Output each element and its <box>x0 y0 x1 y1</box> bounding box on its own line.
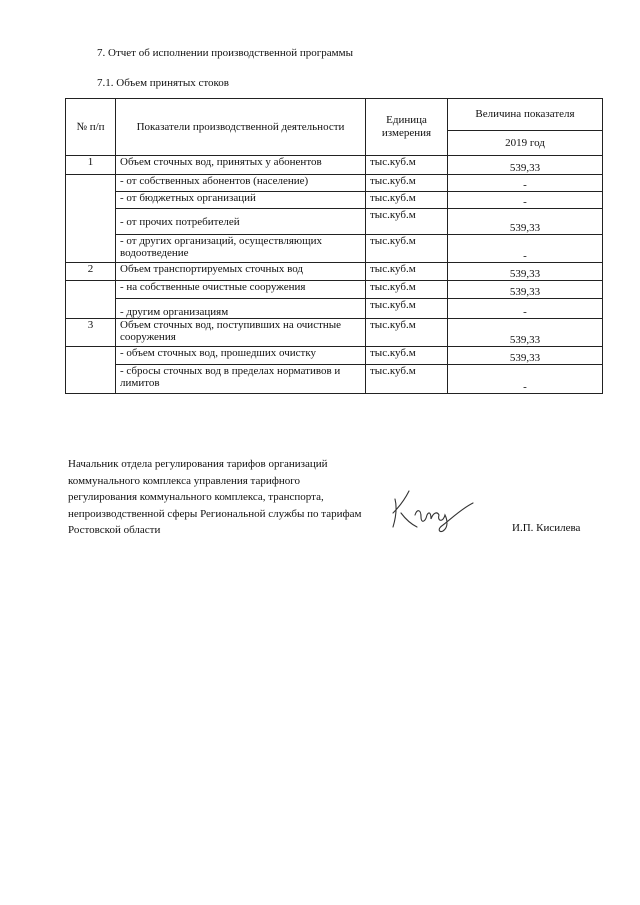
section-heading: 7. Отчет об исполнении производственной программы <box>97 47 353 59</box>
cell-unit: тыс.куб.м <box>366 209 448 235</box>
table-row <box>66 319 603 347</box>
cell-value: 539,33 <box>448 281 603 299</box>
table-row <box>66 299 603 319</box>
cell-unit: тыс.куб.м <box>366 235 448 263</box>
signer-name: И.П. Кисилева <box>512 522 581 534</box>
cell-num <box>66 281 116 319</box>
table-row <box>66 347 603 365</box>
cell-unit: тыс.куб.м <box>366 347 448 365</box>
table-row <box>66 281 603 299</box>
cell-unit: тыс.куб.м <box>366 281 448 299</box>
cell-indicator: - от прочих потребителей <box>116 209 366 235</box>
cell-value: - <box>448 192 603 209</box>
cell-value: 539,33 <box>448 263 603 281</box>
table-row <box>66 156 603 175</box>
table-row <box>66 192 603 209</box>
cell-indicator: - объем сточных вод, прошедших очистку <box>116 347 366 365</box>
table-row <box>66 365 603 394</box>
table-row <box>66 209 603 235</box>
cell-unit: тыс.куб.м <box>366 263 448 281</box>
header-indicator: Показатели производственной деятельности <box>116 99 366 156</box>
signatory-position: Начальник отдела регулирования тарифов организаций коммунального комплекса управления тарифного регулирования коммунального комплекса, транспорта, непроизводственной сферы Региональной службы по тарифам Ростовской области <box>68 458 362 536</box>
cell-value: - <box>448 299 603 319</box>
table-row <box>66 235 603 263</box>
cell-unit: тыс.куб.м <box>366 192 448 209</box>
cell-value: - <box>448 235 603 263</box>
table-row <box>66 175 603 192</box>
cell-indicator: Объем транспортируемых сточных вод <box>116 263 366 281</box>
cell-indicator: - на собственные очистные сооружения <box>116 281 366 299</box>
handwritten-signature <box>387 485 477 535</box>
cell-unit: тыс.куб.м <box>366 175 448 192</box>
cell-unit: тыс.куб.м <box>366 156 448 175</box>
cell-num: 3 <box>66 319 116 347</box>
header-unit: Единица измерения <box>366 99 448 156</box>
cell-value: - <box>448 175 603 192</box>
cell-unit: тыс.куб.м <box>366 319 448 347</box>
cell-value: 539,33 <box>448 209 603 235</box>
cell-num: 2 <box>66 263 116 281</box>
cell-indicator: Объем сточных вод, принятых у абонентов <box>116 156 366 175</box>
cell-num <box>66 175 116 263</box>
cell-unit: тыс.куб.м <box>366 299 448 319</box>
cell-unit: тыс.куб.м <box>366 365 448 394</box>
table-row <box>66 263 603 281</box>
header-value-group: Величина показателя <box>448 99 603 131</box>
cell-value: 539,33 <box>448 156 603 175</box>
subsection-heading: 7.1. Объем принятых стоков <box>97 77 229 89</box>
cell-num: 1 <box>66 156 116 175</box>
header-num: № п/п <box>66 99 116 156</box>
cell-indicator: - от других организаций, осуществляющих водоотведение <box>116 235 366 263</box>
cell-indicator: - от собственных абонентов (население) <box>116 175 366 192</box>
wastewater-volume-table <box>65 98 603 394</box>
cell-indicator: - другим организациям <box>116 299 366 319</box>
cell-value: 539,33 <box>448 347 603 365</box>
header-year: 2019 год <box>448 131 603 156</box>
cell-num <box>66 347 116 394</box>
cell-indicator: Объем сточных вод, поступивших на очистные сооружения <box>116 319 366 347</box>
cell-indicator: - от бюджетных организаций <box>116 192 366 209</box>
cell-value: 539,33 <box>448 319 603 347</box>
cell-value: - <box>448 365 603 394</box>
cell-indicator: - сбросы сточных вод в пределах нормативов и лимитов <box>116 365 366 394</box>
